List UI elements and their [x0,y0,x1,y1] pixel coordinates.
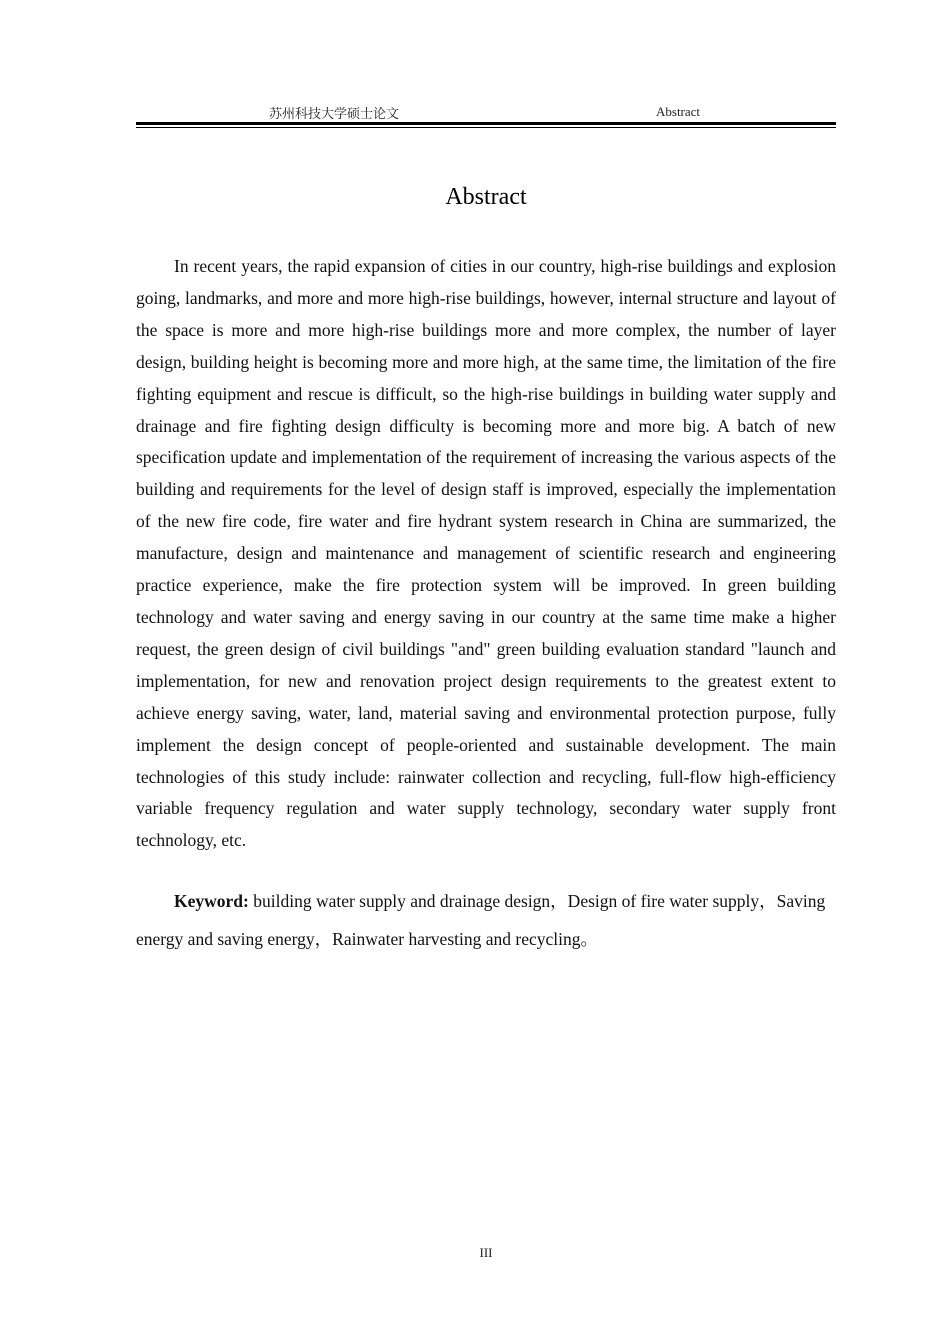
keywords-line [136,882,836,958]
page-header [136,100,836,120]
keywords-label: Keyword: [174,891,249,911]
abstract-paragraph: In recent years, the rapid expansion of cities in our country, high-rise buildings and explosion going, landmarks, and more and more high-rise buildings, however, internal structure and layout of the space is more and more high-rise buildings more and more complex, the number of layer design, building height is becoming more and more high, at the same time, the limitation of the fire fighting equipment and rescue is difficult, so the high-rise buildings in building water supply and drainage and fire fighting design difficulty is becoming more and more big. A batch of new specification update and implementation of the requirement of increasing the various aspects of the building and requirements for the level of design staff is improved, especially the implementation of the new fire code, fire water and fire hydrant system research in China are summarized, the manufacture, design and maintenance and management of scientific research and engineering practice experience, make the fire protection system will be improved. In green building technology and water saving and energy saving in our country at the same time make a higher request, the green design of civil buildings "and" green building evaluation standard "launch and implementation, for new and renovation project design requirements to the greatest extent to achieve energy saving, water, land, material saving and environmental protection purpose, fully implement the design concept of people-oriented and sustainable development. The main technologies of this study include: rainwater collection and recycling, full-flow high-efficiency variable frequency regulation and water supply technology, secondary water supply front technology, etc. [136,256,836,851]
page-title: Abstract [445,184,527,210]
page-number: III [479,1245,493,1260]
header-rule-thick [136,122,836,125]
header-rule-thin [136,127,836,128]
keywords-text: building water supply and drainage design，Design of fire water supply，Saving energy and saving energy，Rainwater harvesting and recycling。 [136,891,826,949]
header-section-title: Abstract [656,104,701,119]
header-university-title: 苏州科技大学硕士论文 [269,107,400,122]
